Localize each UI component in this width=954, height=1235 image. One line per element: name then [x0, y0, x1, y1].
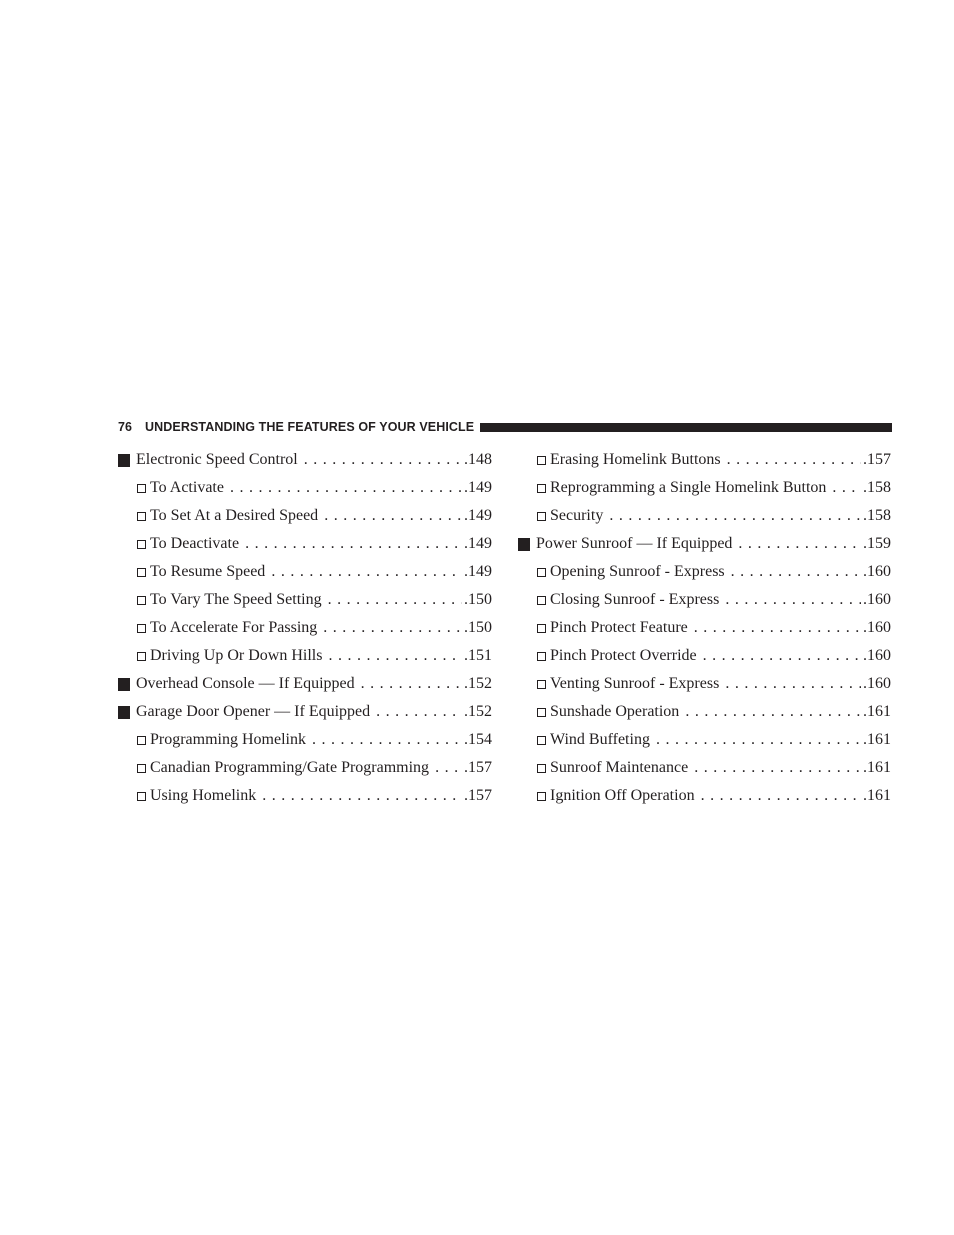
dot-leader: [271, 563, 462, 581]
toc-entry-label: Sunroof Maintenance: [550, 759, 689, 776]
dot-leader: [324, 507, 462, 525]
toc-entry-label: Electronic Speed Control: [136, 451, 298, 468]
hollow-square-bullet-icon: [137, 792, 146, 801]
toc-subentry[interactable]: [517, 586, 891, 614]
toc-subentry[interactable]: [517, 446, 891, 474]
dot-leader: [731, 563, 861, 581]
toc-page-number: .152: [464, 675, 492, 692]
toc-page-number: .149: [464, 563, 492, 580]
toc-page-number: .161: [863, 787, 891, 804]
toc-page-number: .157: [464, 787, 492, 804]
dot-leader: [609, 507, 861, 525]
filled-square-bullet-icon: [118, 454, 130, 467]
toc-entry-label: Sunshade Operation: [550, 703, 680, 720]
dot-leader: [725, 675, 861, 693]
dot-leader: [694, 619, 861, 637]
toc-entry-label: Opening Sunroof - Express: [550, 563, 725, 580]
toc-subentry[interactable]: [517, 474, 891, 502]
page-number: 76: [118, 420, 132, 434]
hollow-square-bullet-icon: [537, 708, 546, 717]
page-header: [118, 418, 892, 438]
toc-page-number: .157: [464, 759, 492, 776]
toc-subentry[interactable]: [117, 642, 492, 670]
toc-entry-label: Erasing Homelink Buttons: [550, 451, 721, 468]
toc-entry-label: To Accelerate For Passing: [150, 619, 318, 636]
dot-leader: [656, 731, 861, 749]
toc-subentry[interactable]: [517, 782, 891, 810]
toc-right-column: [517, 446, 891, 810]
toc-page-number: .161: [863, 759, 891, 776]
hollow-square-bullet-icon: [137, 540, 146, 549]
toc-subentry[interactable]: [517, 670, 891, 698]
toc-subentry[interactable]: [117, 782, 492, 810]
toc-entry-label: To Set At a Desired Speed: [150, 507, 319, 524]
section-title: UNDERSTANDING THE FEATURES OF YOUR VEHICLE: [145, 420, 475, 434]
toc-page-number: .150: [464, 591, 492, 608]
toc-entry[interactable]: [117, 670, 492, 698]
toc-page-number: .161: [863, 703, 891, 720]
toc-page-number: .160: [863, 647, 891, 664]
toc-entry-label: Reprogramming a Single Homelink Button: [550, 479, 827, 496]
dot-leader: [727, 451, 861, 469]
toc-subentry[interactable]: [517, 502, 891, 530]
toc-page-number: .160: [863, 563, 891, 580]
hollow-square-bullet-icon: [537, 764, 546, 773]
hollow-square-bullet-icon: [537, 484, 546, 493]
toc-entry-label: Ignition Off Operation: [550, 787, 695, 804]
toc-subentry[interactable]: [517, 726, 891, 754]
toc-subentry[interactable]: [517, 642, 891, 670]
hollow-square-bullet-icon: [537, 792, 546, 801]
dot-leader: [685, 703, 861, 721]
toc-entry[interactable]: [117, 698, 492, 726]
toc-entry[interactable]: [517, 530, 891, 558]
toc-entry-label: Power Sunroof — If Equipped: [536, 535, 733, 552]
dot-leader: [694, 759, 861, 777]
hollow-square-bullet-icon: [137, 624, 146, 633]
toc-page-number: .154: [464, 731, 492, 748]
filled-square-bullet-icon: [518, 538, 530, 551]
toc-entry-label: Canadian Programming/Gate Programming: [150, 759, 430, 776]
toc-entry-label: Security: [550, 507, 604, 524]
toc-subentry[interactable]: [117, 474, 492, 502]
dot-leader: [703, 647, 861, 665]
filled-square-bullet-icon: [118, 706, 130, 719]
toc-page-number: .148: [464, 451, 492, 468]
toc-entry-label: To Deactivate: [150, 535, 240, 552]
toc-entry-label: Using Homelink: [150, 787, 257, 804]
dot-leader: [738, 535, 861, 553]
dot-leader: [376, 703, 462, 721]
header-rule: [480, 423, 892, 432]
toc-subentry[interactable]: [117, 754, 492, 782]
toc-page-number: .160: [863, 675, 891, 692]
toc-page-number: .157: [863, 451, 891, 468]
toc-page-number: .150: [464, 619, 492, 636]
toc-page-number: .152: [464, 703, 492, 720]
toc-left-column: [117, 446, 492, 810]
toc-subentry[interactable]: [117, 558, 492, 586]
dot-leader: [262, 787, 462, 805]
toc-subentry[interactable]: [517, 698, 891, 726]
dot-leader: [435, 759, 462, 777]
hollow-square-bullet-icon: [537, 624, 546, 633]
hollow-square-bullet-icon: [137, 512, 146, 521]
toc-entry-label: To Resume Speed: [150, 563, 266, 580]
hollow-square-bullet-icon: [537, 456, 546, 465]
toc-subentry[interactable]: [517, 614, 891, 642]
toc-entry-label: To Vary The Speed Setting: [150, 591, 322, 608]
hollow-square-bullet-icon: [137, 652, 146, 661]
dot-leader: [361, 675, 462, 693]
dot-leader: [832, 479, 861, 497]
dot-leader: [312, 731, 462, 749]
toc-entry-label: Closing Sunroof - Express: [550, 591, 720, 608]
toc-entry[interactable]: [117, 446, 492, 474]
toc-entry-label: Garage Door Opener — If Equipped: [136, 703, 371, 720]
hollow-square-bullet-icon: [137, 736, 146, 745]
dot-leader: [725, 591, 861, 609]
toc-page-number: .161: [863, 731, 891, 748]
toc-subentry[interactable]: [117, 586, 492, 614]
dot-leader: [328, 591, 462, 609]
toc-subentry[interactable]: [117, 726, 492, 754]
hollow-square-bullet-icon: [137, 568, 146, 577]
toc-page-number: .160: [863, 619, 891, 636]
toc-entry-label: Overhead Console — If Equipped: [136, 675, 355, 692]
dot-leader: [323, 619, 462, 637]
toc-entry-label: Venting Sunroof - Express: [550, 675, 720, 692]
hollow-square-bullet-icon: [137, 764, 146, 773]
toc-entry-label: Pinch Protect Feature: [550, 619, 688, 636]
hollow-square-bullet-icon: [537, 736, 546, 745]
hollow-square-bullet-icon: [537, 568, 546, 577]
hollow-square-bullet-icon: [537, 680, 546, 689]
dot-leader: [245, 535, 462, 553]
hollow-square-bullet-icon: [137, 484, 146, 493]
dot-leader: [701, 787, 861, 805]
toc-page-number: .158: [863, 507, 891, 524]
toc-page-number: .158: [863, 479, 891, 496]
toc-page-number: .149: [464, 479, 492, 496]
toc-page-number: .149: [464, 507, 492, 524]
toc-entry-label: To Activate: [150, 479, 224, 496]
hollow-square-bullet-icon: [537, 512, 546, 521]
toc-subentry[interactable]: [117, 502, 492, 530]
toc-entry-label: Driving Up Or Down Hills: [150, 647, 323, 664]
toc-entry-label: Pinch Protect Override: [550, 647, 697, 664]
toc-entry-label: Programming Homelink: [150, 731, 306, 748]
toc-entry-label: Wind Buffeting: [550, 731, 650, 748]
toc-page-number: .149: [464, 535, 492, 552]
toc-subentry[interactable]: [517, 558, 891, 586]
hollow-square-bullet-icon: [537, 652, 546, 661]
hollow-square-bullet-icon: [137, 596, 146, 605]
hollow-square-bullet-icon: [537, 596, 546, 605]
toc-subentry[interactable]: [117, 614, 492, 642]
toc-page-number: .160: [863, 591, 891, 608]
toc-page-number: .159: [863, 535, 891, 552]
toc-subentry[interactable]: [117, 530, 492, 558]
dot-leader: [230, 479, 462, 497]
toc-subentry[interactable]: [517, 754, 891, 782]
dot-leader: [328, 647, 462, 665]
filled-square-bullet-icon: [118, 678, 130, 691]
toc-page-number: .151: [464, 647, 492, 664]
dot-leader: [304, 451, 462, 469]
